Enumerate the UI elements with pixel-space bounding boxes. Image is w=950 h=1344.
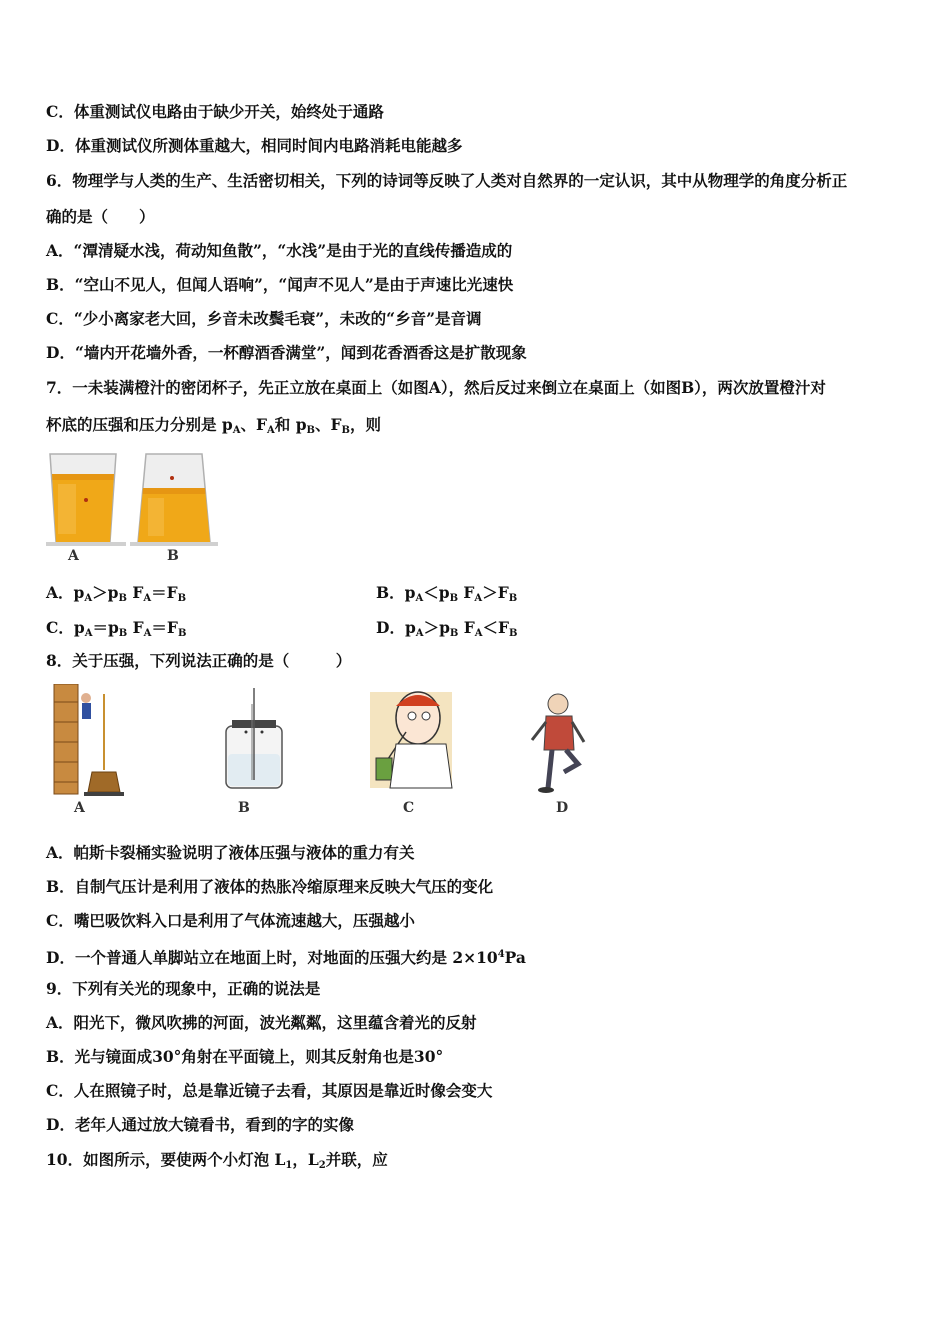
q5-option-d: D．体重测试仪所测体重越大，相同时间内电路消耗电能越多 — [46, 136, 463, 155]
q7-option-b: B．$p_A<p_B$ $F_A>F_B$ — [376, 583, 518, 604]
q7-option-c: C．$p_A=p_B$ $F_A=F_B$ — [46, 618, 187, 639]
q6-stem-line2: 确的是（ ） — [46, 207, 155, 226]
q9-option-d: D．老年人通过放大镜看书，看到的字的实像 — [46, 1115, 354, 1134]
q9-option-b: B．光与镜面成30°角射在平面镜上，则其反射角也是30° — [46, 1047, 444, 1066]
q8-stem: 8．关于压强，下列说法正确的是（ ） — [46, 651, 352, 670]
q6-option-b: B．“空山不见人，但闻人语响”，“闻声不见人”是由于声速比光速快 — [46, 275, 514, 294]
q8-option-c: C．嘴巴吸饮料入口是利用了气体流速越大，压强越小 — [46, 911, 415, 930]
q8-figure-label-d: D — [556, 800, 569, 816]
one-leg-standing-figure — [532, 694, 584, 793]
q6-stem-line1: 6．物理学与人类的生产、生活密切相关，下列的诗词等反映了人类对自然界的一定认识，其中从物理学的角度分析正 — [46, 171, 848, 190]
q7-stem-then: ，则 — [349, 415, 381, 434]
q9-stem: 9．下列有关光的现象中，正确的说法是 — [46, 979, 321, 998]
q7-stem-and: 和 p — [274, 415, 307, 434]
q7-figure-label-a: A — [68, 548, 79, 564]
q10-stem: 10．如图所示，要使两个小灯泡 $L_1$，$L_2$并联，应 — [46, 1150, 388, 1171]
q6-option-a: A．“潭清疑水浅，荷动知鱼散”，“水浅”是由于光的直线传播造成的 — [46, 241, 513, 260]
q6-option-c: C．“少小离家老大回，乡音未改鬓毛衰”，未改的“乡音”是音调 — [46, 309, 482, 328]
q8-option-d: D．一个普通人单脚站立在地面上时，对地面的压强大约是 $2\times 10^4Pa$ — [46, 948, 526, 967]
q6-option-d: D．“墙内开花墙外香，一杯醇酒香满堂”，闻到花香酒香这是扩散现象 — [46, 343, 527, 362]
cup-b-inverted — [130, 454, 218, 546]
q7-option-d: D．$p_A>p_B$ $F_A<F_B$ — [376, 618, 518, 639]
homemade-barometer-figure — [226, 688, 282, 788]
q7-stem-line2: 杯底的压强和压力分别是 $p_A$、$F_A$和 $p_B$、$F_B$，则 — [46, 415, 381, 436]
q8-figure-label-b: B — [238, 800, 250, 816]
q8-figure-label-c: C — [403, 800, 415, 816]
q7-stem-pre: 杯底的压强和压力分别是 p — [46, 415, 233, 434]
q9-option-c: C．人在照镜子时，总是靠近镜子去看，其原因是靠近时像会变大 — [46, 1081, 493, 1100]
q8-figure-label-a: A — [74, 800, 85, 816]
pascal-barrel-figure — [54, 684, 124, 796]
q8-option-a: A．帕斯卡裂桶实验说明了液体压强与液体的重力有关 — [46, 843, 415, 862]
q5-option-c: C．体重测试仪电路由于缺少开关，始终处于通路 — [46, 102, 384, 121]
q8-figures — [46, 684, 606, 799]
q7-stem-line1: 7．一未装满橙汁的密闭杯子，先正立放在桌面上（如图A），然后反过来倒立在桌面上（如图B），两次放置橙汁对 — [46, 378, 826, 397]
q7-figure-label-b: B — [167, 548, 179, 564]
cup-a-upright — [50, 454, 116, 542]
straw-drinking-figure — [370, 692, 452, 788]
q7-option-a: A．$p_A>p_B$ $F_A=F_B$ — [46, 583, 187, 604]
q8-option-b: B．自制气压计是利用了液体的热胀冷缩原理来反映大气压的变化 — [46, 877, 494, 896]
q9-option-a: A．阳光下，微风吹拂的河面，波光粼粼，这里蕴含着光的反射 — [46, 1013, 477, 1032]
